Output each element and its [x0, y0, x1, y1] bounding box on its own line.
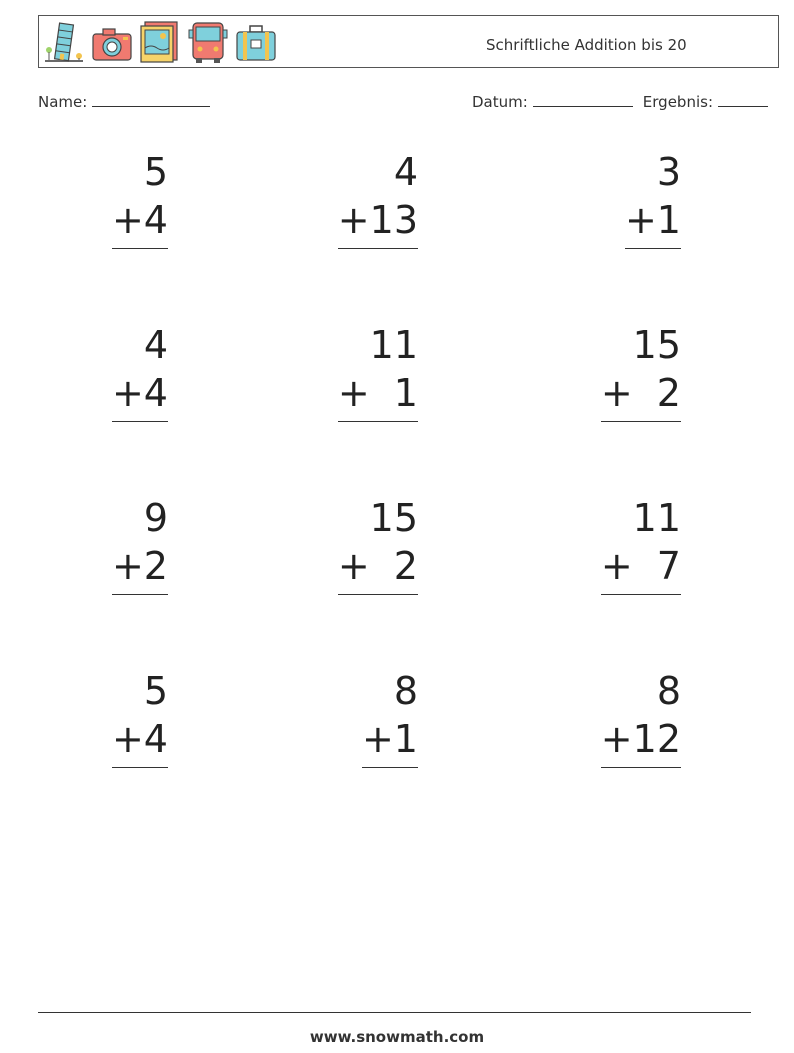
addition-problem — [112, 148, 168, 249]
addition-problem — [338, 148, 418, 249]
addition-problem — [601, 494, 681, 595]
problem-addend-bottom: +1 — [361, 717, 418, 761]
problem-addend-top: 5 — [143, 669, 168, 713]
name-field — [38, 93, 210, 111]
answer-line — [112, 421, 168, 422]
date-result-fields — [472, 93, 778, 111]
addition-problem — [601, 667, 681, 768]
answer-line — [601, 594, 681, 595]
addition-problem — [338, 321, 418, 422]
answer-line — [112, 594, 168, 595]
problem-addend-bottom: +12 — [600, 717, 681, 761]
addition-problem — [112, 667, 168, 768]
problem-addend-bottom: + 7 — [600, 544, 681, 588]
addition-problem — [625, 148, 681, 249]
problem-addend-bottom: + 2 — [600, 371, 681, 415]
bus-icon — [187, 20, 229, 64]
problem-addend-top: 11 — [632, 496, 681, 540]
addition-problem — [112, 321, 168, 422]
worksheet-header — [38, 15, 779, 68]
answer-line — [338, 594, 418, 595]
problem-addend-bottom: +4 — [111, 198, 168, 242]
problem-addend-top: 8 — [393, 669, 418, 713]
problem-addend-top: 11 — [369, 323, 418, 367]
footer-divider — [38, 1012, 751, 1013]
photo-postcard-icon — [139, 20, 181, 64]
answer-line — [112, 767, 168, 768]
problem-addend-bottom: +4 — [111, 717, 168, 761]
leaning-tower-icon — [43, 20, 85, 64]
problem-addend-bottom: +1 — [624, 198, 681, 242]
suitcase-icon — [235, 20, 277, 64]
date-blank — [533, 93, 633, 107]
problem-addend-top: 4 — [143, 323, 168, 367]
answer-line — [601, 421, 681, 422]
answer-line — [362, 767, 418, 768]
addition-problem — [338, 494, 418, 595]
addition-problem — [362, 667, 418, 768]
problem-addend-top: 15 — [369, 496, 418, 540]
problem-addend-bottom: + 1 — [337, 371, 418, 415]
problem-addend-bottom: +13 — [337, 198, 418, 242]
problem-addend-top: 5 — [143, 150, 168, 194]
answer-line — [625, 248, 681, 249]
worksheet-title: Schriftliche Addition bis 20 — [486, 36, 687, 54]
addition-problem — [112, 494, 168, 595]
name-blank — [92, 93, 210, 107]
header-icons — [43, 20, 277, 64]
addition-problem — [601, 321, 681, 422]
problem-addend-top: 3 — [656, 150, 681, 194]
problem-addend-top: 9 — [143, 496, 168, 540]
problem-addend-bottom: +4 — [111, 371, 168, 415]
problem-addend-top: 4 — [393, 150, 418, 194]
answer-line — [338, 248, 418, 249]
answer-line — [601, 767, 681, 768]
problem-addend-bottom: +2 — [111, 544, 168, 588]
answer-line — [338, 421, 418, 422]
problem-addend-top: 15 — [632, 323, 681, 367]
camera-icon — [91, 20, 133, 64]
name-label: Name: — [38, 93, 88, 111]
date-label: Datum: — [472, 93, 528, 111]
problem-addend-bottom: + 2 — [337, 544, 418, 588]
problem-addend-top: 8 — [656, 669, 681, 713]
result-blank — [718, 93, 768, 107]
answer-line — [112, 248, 168, 249]
result-label: Ergebnis: — [642, 93, 713, 111]
footer-website: www.snowmath.com — [309, 1028, 485, 1046]
